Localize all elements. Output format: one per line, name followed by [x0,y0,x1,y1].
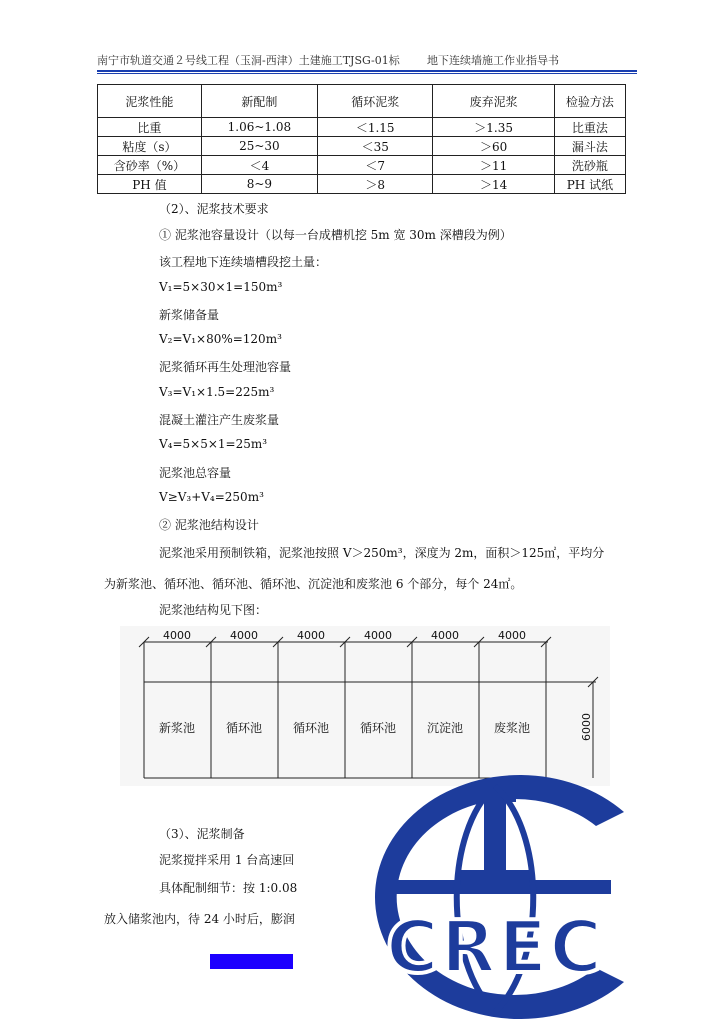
table-cell: 8~9 [201,175,317,194]
header-rule [97,70,637,72]
mud-properties-table [97,84,626,194]
paragraph: 泥浆搅拌采用 1 台高速回 [159,853,295,867]
formula: V₃=V₁×1.5=225m³ [159,385,275,399]
table-cell: ＞60 [433,137,554,156]
dimension-label: 4000 [163,629,191,642]
table-cell: ＜35 [317,137,433,156]
crec-logo [334,772,640,1022]
table-header-cell: 循环泥浆 [317,85,433,118]
dimension-label: 4000 [230,629,258,642]
pool-label: 废浆池 [493,721,531,735]
pool-label: 循环池 [292,721,330,735]
dimension-label: 4000 [498,629,526,642]
table-cell: 漏斗法 [554,137,625,156]
paragraph: 泥浆循环再生处理池容量 [159,360,292,374]
depth-label: 6000 [580,713,593,741]
mud-pool-diagram [120,626,610,786]
paragraph: 泥浆池总容量 [159,466,232,480]
paragraph: 该工程地下连续墙槽段挖土量： [159,255,328,269]
paragraph: ① 泥浆池容量设计（以每一台成槽机挖 5m 宽 30m 深槽段为例） [159,228,512,242]
table-cell: ＜7 [317,156,433,175]
table-cell: ＞14 [433,175,554,194]
logo-text: CREC [385,905,605,989]
paragraph: 放入储浆池内，待 24 小时后，膨润 [104,912,295,926]
table-row [98,137,626,156]
table-header-row [98,85,626,118]
dimension-label: 4000 [431,629,459,642]
dimension-label: 4000 [297,629,325,642]
table-cell: ＞1.35 [433,118,554,137]
table-cell: 比重法 [554,118,625,137]
table-header-cell: 废弃泥浆 [433,85,554,118]
formula: V≥V₃+V₄=250m³ [159,490,264,504]
header-doc-title: 地下连续墙施工作业指导书 [427,54,559,67]
formula: V₄=5×5×1=25m³ [159,437,268,451]
table-cell: ＞8 [317,175,433,194]
table-cell: PH 值 [98,175,202,194]
table-cell: 粘度（s） [98,137,202,156]
table-header-cell: 新配制 [201,85,317,118]
table-cell: ＞11 [433,156,554,175]
header-project: 南宁市轨道交通２号线工程（玉洞-西津）土建施工TJSG-01标 [97,54,400,67]
table-cell: 洗砂瓶 [554,156,625,175]
table-row [98,118,626,137]
formula: V₁=5×30×1=150m³ [159,280,283,294]
pool-label: 新浆池 [158,721,196,735]
table-cell: PH 试纸 [554,175,625,194]
table-cell: 1.06~1.08 [201,118,317,137]
table-header-cell: 检验方法 [554,85,625,118]
section-heading: （2）、泥浆技术要求 [159,202,269,216]
formula: V₂=V₁×80%=120m³ [159,332,282,346]
dimension-label: 4000 [364,629,392,642]
paragraph: 混凝土灌注产生废浆量 [159,413,280,427]
page-header [97,52,637,68]
table-cell: 25~30 [201,137,317,156]
table-cell: ＜1.15 [317,118,433,137]
paragraph: 为新浆池、循环池、循环池、循环池、沉淀池和废浆池 6 个部分，每个 24㎡。 [104,577,523,591]
table-row [98,156,626,175]
paragraph: 泥浆池结构见下图： [159,603,268,617]
paragraph: 具体配制细节：按 1:0.08 [159,881,298,895]
pool-label: 循环池 [225,721,263,735]
table-cell: 比重 [98,118,202,137]
table-row [98,175,626,194]
table-cell: 含砂率（%） [98,156,202,175]
table-header-cell: 泥浆性能 [98,85,202,118]
pool-label: 循环池 [359,721,397,735]
blue-highlight-bar [210,954,293,969]
paragraph: 新浆储备量 [159,308,220,322]
header-rule-thin [97,73,637,74]
paragraph: ② 泥浆池结构设计 [159,518,259,532]
section-heading: （3）、泥浆制备 [159,827,245,841]
paragraph: 泥浆池采用预制铁箱，泥浆池按照 V＞250m³，深度为 2m，面积＞125㎡，平均分 [159,546,605,560]
table-cell: ＜4 [201,156,317,175]
pool-label: 沉淀池 [426,721,464,735]
